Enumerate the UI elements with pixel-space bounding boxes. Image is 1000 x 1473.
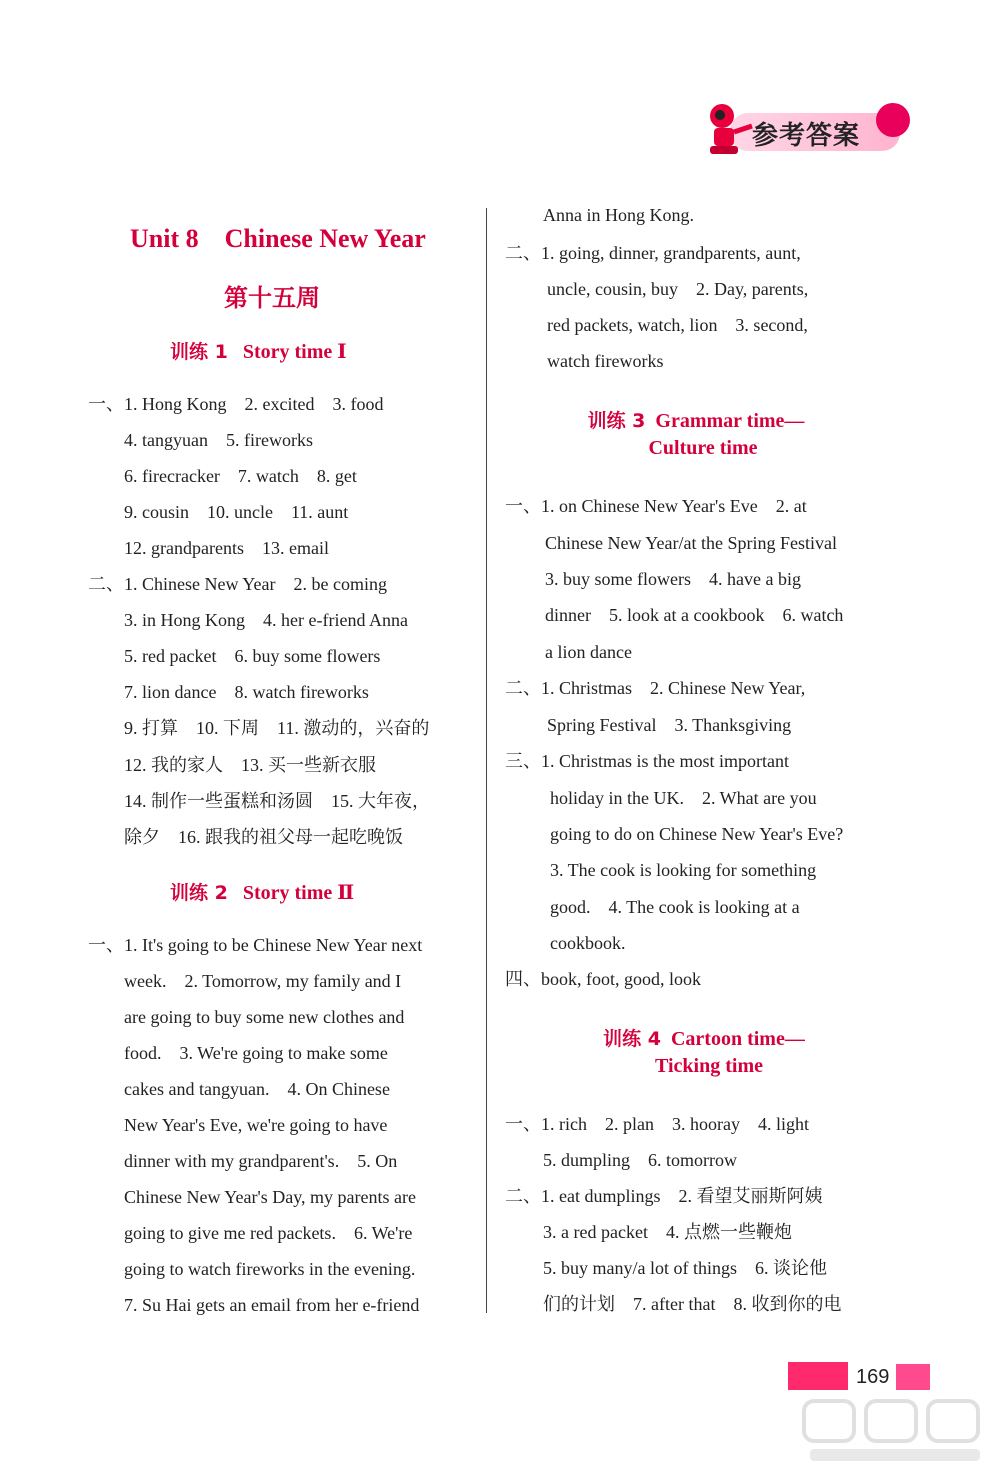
answer-line: 二、1. eat dumplings 2. 看望艾丽斯阿姨 [505,1186,823,1206]
week-title: 第十五周 [224,284,320,312]
section-subtitle: Culture time [648,437,758,459]
answer-line: 4. tangyuan 5. fireworks [124,430,313,450]
answer-line: good. 4. The cook is looking at a [550,897,800,917]
answer-line: going to do on Chinese New Year's Eve? [550,824,844,844]
section-number: 训练 1 [170,341,228,363]
section-number: 训练 2 [170,882,228,904]
section-title: Story time Ⅰ [242,341,347,363]
answer-line: 一、1. It's going to be Chinese New Year next [88,935,423,955]
section-heading-3 [571,406,821,460]
answer-line: watch fireworks [547,351,664,371]
answer-line: 除夕 16. 跟我的祖父母一起吃晚饭 [124,827,403,847]
badge-title: 参考答案 [752,121,861,151]
answer-line: red packets, watch, lion 3. second, [547,315,808,335]
page-number: 169 [856,1366,890,1388]
answer-line: week. 2. Tomorrow, my family and I [124,971,402,991]
answer-key-badge [700,95,910,170]
answer-line: Anna in Hong Kong. [543,205,694,225]
cartoon-figure-icon [700,100,760,162]
answer-line: cookbook. [550,933,626,953]
answer-line: Chinese New Year/at the Spring Festival [545,533,837,553]
answer-line: 二、1. Chinese New Year 2. be coming [88,574,387,594]
section-number: 训练 3 [587,410,646,432]
answer-line: 7. Su Hai gets an email from her e-friend [124,1295,420,1315]
answer-line: going to give me red packets. 6. We're [124,1223,413,1243]
section-heading-4 [579,1024,829,1078]
answer-line: 14. 制作一些蛋糕和汤圆 15. 大年夜， [124,791,430,811]
answer-line: dinner 5. look at a cookbook 6. watch [545,605,844,625]
section-heading-1 [170,337,347,364]
answer-line: uncle, cousin, buy 2. Day, parents, [547,279,809,299]
answer-line: 5. red packet 6. buy some flowers [124,646,381,666]
answer-line: 3. buy some flowers 4. have a big [545,569,801,589]
answer-line: 四、book, foot, good, look [505,969,701,989]
section-title: Cartoon time— [670,1028,805,1050]
answer-line: 5. buy many/a lot of things 6. 谈论他 [543,1258,827,1278]
answer-line: a lion dance [545,642,632,662]
column-divider [486,208,487,1313]
answer-line: dinner with my grandparent's. 5. On [124,1151,398,1171]
answer-line: 7. lion dance 8. watch fireworks [124,682,369,702]
answer-line: 二、1. Christmas 2. Chinese New Year, [505,678,806,698]
answer-line: 一、1. on Chinese New Year's Eve 2. at [505,496,807,516]
page-number-bar [788,1362,848,1390]
answer-line: 9. cousin 10. uncle 11. aunt [124,502,349,522]
answer-line: going to watch fireworks in the evening. [124,1259,416,1279]
section-heading-2 [170,878,354,905]
answer-line: Chinese New Year's Day, my parents are [124,1187,416,1207]
answer-line: 5. dumpling 6. tomorrow [543,1150,737,1170]
section-subtitle: Ticking time [655,1055,763,1077]
answer-line: 三、1. Christmas is the most important [505,751,789,771]
answer-line: 12. grandparents 13. email [124,538,329,558]
answer-line: 9. 打算 10. 下周 11. 激动的，兴奋的 [124,718,430,738]
answer-line: are going to buy some new clothes and [124,1007,405,1027]
answer-line: 6. firecracker 7. watch 8. get [124,466,357,486]
section-title: Grammar time— [655,410,805,432]
answer-line: Spring Festival 3. Thanksgiving [547,715,792,735]
answer-line: 3. The cook is looking for something [550,860,817,880]
unit-title: Unit 8 Chinese New Year [130,224,426,253]
answer-line: 3. a red packet 4. 点燃一些鞭炮 [543,1222,792,1242]
answer-line: 一、1. Hong Kong 2. excited 3. food [88,394,384,414]
section-title: Story time Ⅱ [242,882,355,904]
answer-line: 们的计划 7. after that 8. 收到你的电 [543,1294,842,1314]
watermark-logo-icon [800,1395,990,1465]
answer-line: 3. in Hong Kong 4. her e-friend Anna [124,610,408,630]
answer-line: food. 3. We're going to make some [124,1043,388,1063]
answer-line: holiday in the UK. 2. What are you [550,788,817,808]
answer-line: cakes and tangyuan. 4. On Chinese [124,1079,390,1099]
section-number: 训练 4 [603,1028,661,1050]
answer-line: New Year's Eve, we're going to have [124,1115,388,1135]
answer-line: 二、1. going, dinner, grandparents, aunt, [505,243,801,263]
flower-decoration-icon [876,103,910,137]
answer-line: 一、1. rich 2. plan 3. hooray 4. light [505,1114,809,1134]
page-corner-decoration [896,1364,930,1390]
answer-line: 12. 我的家人 13. 买一些新衣服 [124,755,376,775]
